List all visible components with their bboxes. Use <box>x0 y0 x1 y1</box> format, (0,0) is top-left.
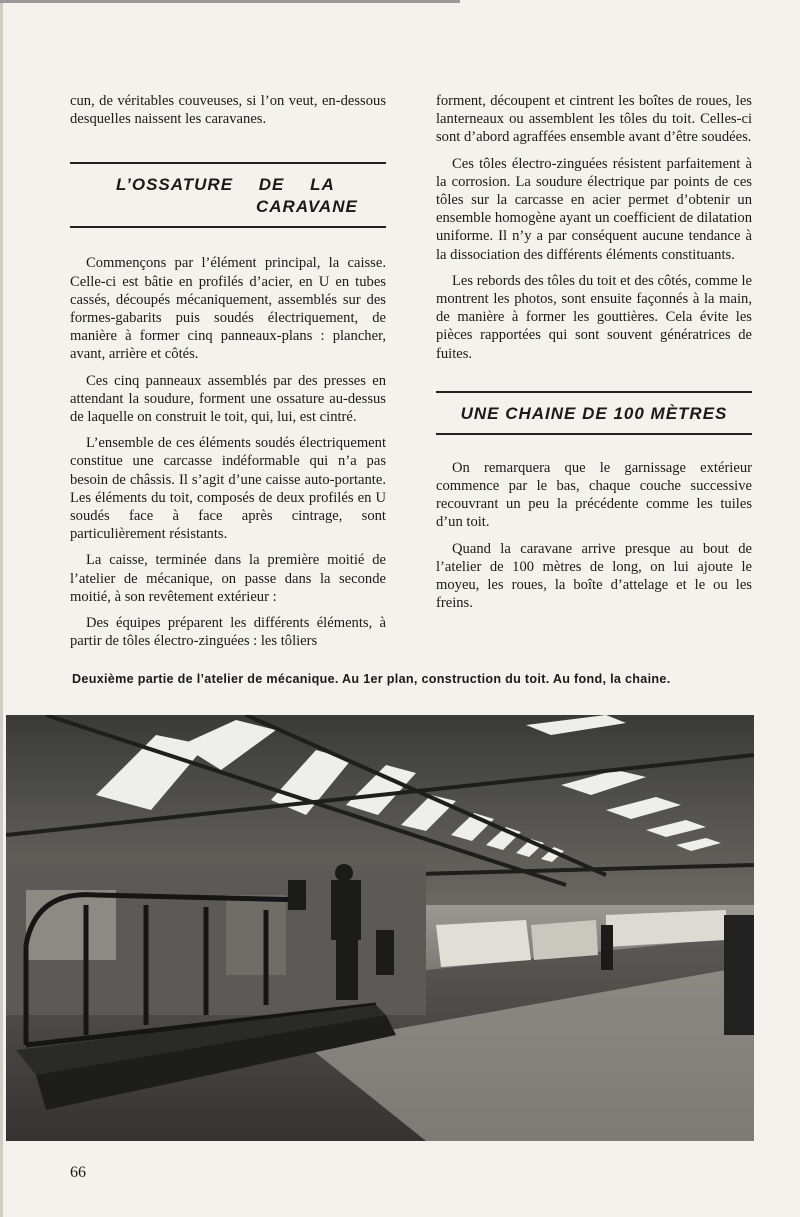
right-intro-paragraph: forment, découpent et cintrent les boîtes de roues, les lanterneaux ou assemblent les tôles du toit. Celles-ci sont d’abord agraffées ensemble avant d’être soudées. <box>436 93 752 146</box>
heading-rule-top <box>436 391 752 393</box>
heading-rule-bottom <box>436 433 752 435</box>
heading-rule-top <box>70 162 386 164</box>
left-column <box>70 92 386 658</box>
heading-rule-bottom <box>70 226 386 228</box>
paragraph: On remarquera que le garnissage extérieur commence par le bas, chaque couche successive recouvrant un peu la précédente comme les tuiles d’un toit. <box>436 459 752 531</box>
page-number: 66 <box>70 1164 86 1181</box>
section-title-line2: CARAVANE <box>256 197 358 217</box>
paragraph: Ces tôles électro-zinguées résistent parfaitement à la corrosion. La soudure électrique par points de ces tôles sur la carcasse en acier permet d’obtenir un ensemble homogène ayant un coefficient de dilatation uniforme. Il n’y a par conséquent aucune tendance à la dissociation des différents éléments constituants. <box>436 155 752 263</box>
section-title <box>70 174 386 218</box>
section-title: UNE CHAINE DE 100 MÈTRES <box>460 403 728 423</box>
scan-edge <box>0 0 3 1217</box>
right-column <box>436 92 752 620</box>
workshop-photo <box>6 715 754 1141</box>
section-heading-ossature <box>70 162 386 228</box>
paragraph: L’ensemble de ces éléments soudés électriquement constitue une carcasse indéformable qui n’a pas besoin de châssis. Il s’agit d’une caisse auto-portante. Les éléments du toit, composés de deux profilés en U soudés face à face après cintrage, sont particulièrement résistants. <box>70 435 386 543</box>
paragraph: Commençons par l’élément principal, la caisse. Celle-ci est bâtie en profilés d’acier, en U en tubes cassés, découpés mécaniquement, assemblés sur des formes-gabarits puis soudés électriquement, de manière à former cinq panneaux-plans : plancher, avant, arrière et côtés. <box>70 255 386 363</box>
paragraph: Quand la caravane arrive presque au bout de l’atelier de 100 mètres de long, on lui ajoute le moyeu, les roues, la boîte d’attelage et le ou les freins. <box>436 540 752 612</box>
top-rule <box>0 0 460 3</box>
section-title-line1: L’OSSATURE DE LA <box>116 175 335 195</box>
paragraph: La caisse, terminée dans la première moitié de l’atelier de mécanique, on passe dans la seconde moitié, à son revêtement extérieur : <box>70 552 386 605</box>
photo-caption: Deuxième partie de l’atelier de mécanique. Au 1er plan, construction du toit. Au fond, la chaine. <box>72 672 671 686</box>
paragraph: Ces cinq panneaux assemblés par des presses en attendant la soudure, forment une ossature au-dessus de laquelle on construit le toit, qui, lui, est cintré. <box>70 372 386 426</box>
workshop-photo-illustration <box>6 715 754 1141</box>
paragraph: Les rebords des tôles du toit et des côtés, comme le montrent les photos, sont ensuite façonnés à la main, de manière à former les gouttières. Cela évite les pièces rapportées qui sont souvent génératrices de fuites. <box>436 272 752 362</box>
paragraph: Des équipes préparent les différents éléments, à partir de tôles électro-zinguées : les tôliers <box>70 615 386 650</box>
section-heading-chaine <box>436 391 752 435</box>
left-intro-paragraph: cun, de véritables couveuses, si l’on veut, en-dessous desquelles naissent les caravanes. <box>70 93 386 128</box>
